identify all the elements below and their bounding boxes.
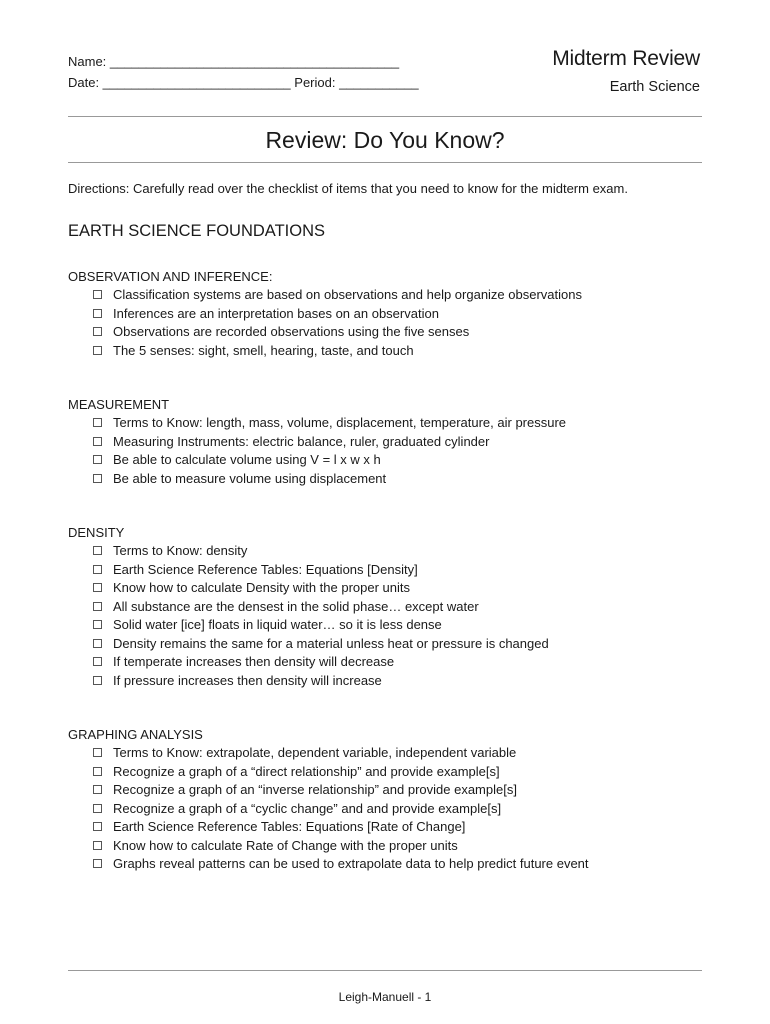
directions-label: Directions: (68, 181, 130, 196)
checklist-item (68, 781, 702, 800)
checklist-item (68, 342, 702, 361)
checklist-item (68, 616, 702, 635)
name-line: Name: ________________________________________ (68, 54, 400, 69)
topic-heading: OBSERVATION AND INFERENCE: (68, 269, 273, 284)
item-text: Recognize a graph of a “cyclic change” and and provide example[s] (113, 800, 502, 816)
footer-divider (68, 970, 702, 971)
checkbox-icon[interactable] (93, 859, 102, 868)
checklist-item (68, 653, 702, 672)
student-info (68, 51, 419, 93)
item-text: Classification systems are based on observations and help organize observations (113, 287, 582, 302)
topic-measurement (68, 396, 702, 488)
checklist-item (68, 800, 702, 819)
item-text: Earth Science Reference Tables: Equations [Density] (113, 561, 418, 577)
checklist-item (68, 561, 702, 580)
checklist-item (68, 855, 702, 874)
item-text: Recognize a graph of an “inverse relationship” and provide example[s] (113, 782, 517, 797)
item-text: Know how to calculate Rate of Change with the proper units (113, 837, 458, 853)
checkbox-icon[interactable] (93, 841, 102, 850)
document-header (552, 45, 700, 97)
checklist-item (68, 672, 702, 691)
checklist-item (68, 451, 702, 470)
checklist-item (68, 286, 702, 305)
item-text: Solid water [ice] floats in liquid water… so it is less dense (113, 617, 442, 632)
checklist (68, 542, 702, 690)
document-subject: Earth Science (609, 79, 700, 95)
item-text: Earth Science Reference Tables: Equations [Rate of Change] (113, 819, 466, 834)
checkbox-icon[interactable] (93, 418, 102, 427)
topic-graphing-analysis (68, 726, 702, 874)
checklist (68, 744, 702, 874)
topic-observation-inference (68, 268, 702, 360)
checklist-item (68, 635, 702, 654)
checkbox-icon[interactable] (93, 290, 102, 299)
checkbox-icon[interactable] (93, 565, 102, 574)
checkbox-icon[interactable] (93, 639, 102, 648)
item-text: Observations are recorded observations using the five senses (113, 324, 470, 339)
checklist-item (68, 763, 702, 782)
topic-heading: MEASUREMENT (68, 397, 170, 412)
checkbox-icon[interactable] (93, 822, 102, 831)
topic-density (68, 524, 702, 690)
item-text: If temperate increases then density will decrease (113, 654, 395, 669)
checkbox-icon[interactable] (93, 767, 102, 776)
item-text: Terms to Know: extrapolate, dependent variable, independent variable (113, 745, 517, 760)
checklist-item (68, 433, 702, 452)
item-text: Terms to Know: length, mass, volume, displacement, temperature, air pressure (113, 415, 567, 430)
item-text: If pressure increases then density will increase (113, 672, 382, 688)
checkbox-icon[interactable] (93, 546, 102, 555)
checklist-item (68, 579, 702, 598)
document-title: Midterm Review (552, 47, 700, 70)
checklist-item (68, 598, 702, 617)
item-text: Recognize a graph of a “direct relationship” and provide example[s] (113, 763, 500, 779)
checkbox-icon[interactable] (93, 346, 102, 355)
item-text: All substance are the densest in the solid phase… except water (113, 598, 479, 614)
directions-text: Carefully read over the checklist of items that you need to know for the midterm exam. (129, 181, 628, 196)
checklist-item (68, 470, 702, 489)
checklist-item (68, 837, 702, 856)
checklist-item (68, 305, 702, 324)
checkbox-icon[interactable] (93, 657, 102, 666)
topic-heading: GRAPHING ANALYSIS (68, 727, 203, 742)
checkbox-icon[interactable] (93, 437, 102, 446)
item-text: Terms to Know: density (113, 543, 248, 558)
checkbox-icon[interactable] (93, 455, 102, 464)
page-title: Review: Do You Know? (265, 127, 505, 153)
topic-heading: DENSITY (68, 525, 125, 540)
directions (68, 180, 628, 198)
date-period-line: Date: __________________________ Period: ___________ (68, 75, 419, 90)
item-text: Graphs reveal patterns can be used to extrapolate data to help predict future event (113, 856, 589, 871)
item-text: Measuring Instruments: electric balance, ruler, graduated cylinder (113, 433, 490, 449)
top-divider (68, 116, 702, 117)
checkbox-icon[interactable] (93, 602, 102, 611)
item-text: Know how to calculate Density with the proper units (113, 580, 410, 595)
item-text: Inferences are an interpretation bases on an observation (113, 305, 439, 321)
checkbox-icon[interactable] (93, 620, 102, 629)
checkbox-icon[interactable] (93, 785, 102, 794)
section-heading: EARTH SCIENCE FOUNDATIONS (68, 222, 325, 240)
checklist-item (68, 323, 702, 342)
item-text: Density remains the same for a material unless heat or pressure is changed (113, 635, 549, 651)
checkbox-icon[interactable] (93, 804, 102, 813)
item-text: Be able to calculate volume using V = l x w x h (113, 452, 381, 467)
checklist-item (68, 414, 702, 433)
checkbox-icon[interactable] (93, 748, 102, 757)
page-footer: Leigh-Manuell - 1 (338, 990, 432, 1004)
title-divider (68, 162, 702, 163)
checkbox-icon[interactable] (93, 474, 102, 483)
checklist-item (68, 542, 702, 561)
checklist (68, 286, 702, 360)
checkbox-icon[interactable] (93, 327, 102, 336)
checklist-item (68, 744, 702, 763)
checkbox-icon[interactable] (93, 676, 102, 685)
checklist (68, 414, 702, 488)
checklist-item (68, 818, 702, 837)
checkbox-icon[interactable] (93, 583, 102, 592)
item-text: Be able to measure volume using displacement (113, 470, 387, 486)
checkbox-icon[interactable] (93, 309, 102, 318)
item-text: The 5 senses: sight, smell, hearing, taste, and touch (113, 342, 414, 358)
